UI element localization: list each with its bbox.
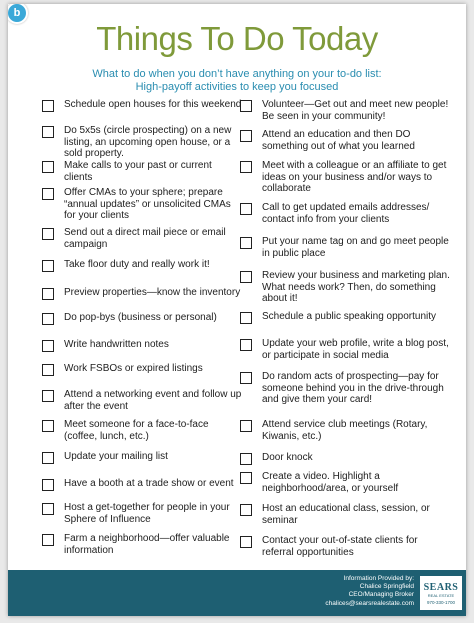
logo-subtitle: REAL ESTATE	[427, 592, 455, 598]
checklist-item[interactable]	[240, 236, 452, 259]
checkbox[interactable]	[240, 472, 252, 484]
item-text: Volunteer—Get out and meet new people! Be seen in your community!	[262, 99, 449, 122]
footer-line-1: Information Provided by:	[343, 575, 414, 582]
checkbox[interactable]	[42, 126, 54, 138]
checklist-item[interactable]	[42, 389, 242, 412]
checklist-item[interactable]	[42, 419, 242, 442]
item-text: Attend a networking event and follow up after the event	[64, 389, 242, 412]
logo-phone: 970-330-1700	[426, 599, 456, 605]
page-subtitle	[8, 68, 466, 94]
item-text: Take floor duty and really work it!	[64, 259, 210, 270]
checkbox[interactable]	[42, 503, 54, 515]
checkbox[interactable]	[42, 340, 54, 352]
checkbox[interactable]	[240, 504, 252, 516]
checkbox[interactable]	[42, 420, 54, 432]
item-text: Host a get-together for people in your Sphere of Influence	[64, 502, 230, 525]
footer-bar	[8, 570, 466, 616]
checkbox[interactable]	[42, 288, 54, 300]
page-title: Things To Do Today	[96, 20, 378, 57]
item-text: Meet with a colleague or an affiliate to get ideas on your business and/or ways to collaborate	[262, 160, 447, 194]
document-page	[8, 4, 466, 616]
checkbox[interactable]	[42, 100, 54, 112]
item-text: Preview properties—know the inventory	[64, 287, 241, 298]
item-text: Update your web profile, write a blog post, or participate in social media	[262, 338, 449, 361]
item-text: Put your name tag on and go meet people in public place	[262, 236, 449, 259]
checkbox[interactable]	[240, 203, 252, 215]
checkbox[interactable]	[42, 452, 54, 464]
checkbox[interactable]	[240, 161, 252, 173]
checkbox[interactable]	[240, 237, 252, 249]
checkbox[interactable]	[42, 161, 54, 173]
item-text: Do pop-bys (business or personal)	[64, 312, 217, 323]
checklist-item[interactable]	[240, 160, 452, 195]
checkbox[interactable]	[42, 479, 54, 491]
checkbox[interactable]	[240, 372, 252, 384]
item-text: Work FSBOs or expired listings	[64, 363, 203, 374]
item-text: Send out a direct mail piece or email campaign	[64, 227, 226, 250]
item-text: Offer CMAs to your sphere; prepare “annual updates” or unsolicited CMAs for your clients	[64, 187, 231, 221]
item-text: Review your business and marketing plan. What needs work? Then, do something about it!	[262, 270, 450, 304]
checkbox[interactable]	[42, 364, 54, 376]
item-text: Call to get updated emails addresses/ contact info from your clients	[262, 202, 430, 225]
checklist-item[interactable]	[240, 202, 452, 225]
item-text: Do 5x5s (circle prospecting) on a new listing, an upcoming open house, or a sold property.	[64, 125, 232, 159]
item-text: Schedule a public speaking opportunity	[262, 311, 437, 322]
item-text: Do random acts of prospecting—pay for someone behind you in the drive-through and give them your card!	[262, 371, 444, 405]
checklist-item[interactable]	[42, 125, 242, 160]
checklist-item[interactable]	[42, 227, 242, 250]
item-text: Attend service club meetings (Rotary, Kiwanis, etc.)	[262, 419, 428, 442]
checklist-item[interactable]	[240, 99, 452, 122]
item-text: Attend an education and then DO something out of what you learned	[262, 129, 415, 152]
item-text: Update your mailing list	[64, 451, 168, 462]
checkbox[interactable]	[240, 420, 252, 432]
checklist-item[interactable]	[240, 270, 452, 305]
footer-contact	[325, 575, 414, 608]
logo-word: SEARS	[423, 581, 459, 593]
checkbox[interactable]	[240, 312, 252, 324]
checkbox[interactable]	[240, 536, 252, 548]
checklist-item[interactable]	[42, 160, 242, 183]
item-text: Have a booth at a trade show or event	[64, 478, 234, 489]
checkbox[interactable]	[42, 534, 54, 546]
checklist-item[interactable]	[240, 503, 452, 526]
checkbox[interactable]	[42, 188, 54, 200]
item-text: Create a video. Highlight a neighborhood/area, or yourself	[262, 471, 399, 494]
checkbox[interactable]	[42, 260, 54, 272]
checklist-item[interactable]	[42, 287, 242, 300]
checkbox[interactable]	[240, 453, 252, 465]
footer-line-2: Chalice Springfield	[359, 583, 414, 591]
sears-logo	[420, 576, 462, 610]
checklist-item[interactable]	[240, 338, 452, 361]
checklist-item[interactable]	[42, 502, 242, 525]
checklist-item[interactable]	[240, 311, 452, 324]
subtitle-line-1: What to do when you don’t have anything on your to-do list:	[92, 68, 382, 80]
item-text: Make calls to your past or current clients	[64, 160, 212, 183]
checklist-item[interactable]	[42, 259, 242, 272]
checkbox[interactable]	[240, 271, 252, 283]
checklist-item[interactable]	[42, 363, 242, 376]
app-badge-icon[interactable]: b	[8, 4, 28, 24]
footer-email[interactable]: chalices@searsrealestate.com	[325, 599, 414, 607]
checklist-item[interactable]	[42, 312, 242, 325]
checklist-item[interactable]	[240, 129, 452, 152]
footer-line-3: CEO/Managing Broker	[348, 591, 414, 599]
checkbox[interactable]	[42, 390, 54, 402]
checklist-item[interactable]	[240, 452, 452, 465]
item-text: Contact your out-of-state clients for referral opportunities	[262, 535, 418, 558]
checkbox[interactable]	[240, 339, 252, 351]
item-text: Farm a neighborhood—offer valuable information	[64, 533, 230, 556]
checklist-item[interactable]	[42, 187, 242, 222]
checklist-item[interactable]	[240, 371, 452, 406]
item-text: Write handwritten notes	[64, 339, 169, 350]
checkbox[interactable]	[240, 130, 252, 142]
subtitle-line-2: High-payoff activities to keep you focused	[135, 81, 339, 93]
checkbox[interactable]	[42, 313, 54, 325]
item-text: Host an educational class, session, or seminar	[262, 503, 430, 526]
checkbox[interactable]	[240, 100, 252, 112]
item-text: Meet someone for a face-to-face (coffee, lunch, etc.)	[64, 419, 209, 442]
checkbox[interactable]	[42, 228, 54, 240]
checklist-item[interactable]	[42, 339, 242, 352]
checklist-item[interactable]	[240, 419, 452, 442]
checklist-item[interactable]	[240, 535, 452, 558]
item-text: Schedule open houses for this weekend	[64, 99, 242, 110]
checklist-item[interactable]	[42, 533, 242, 556]
checklist-item[interactable]	[240, 471, 452, 494]
item-text: Door knock	[262, 452, 313, 463]
checklist-item[interactable]	[42, 478, 242, 491]
checklist-item[interactable]	[42, 451, 242, 464]
checklist-item[interactable]	[42, 99, 242, 112]
